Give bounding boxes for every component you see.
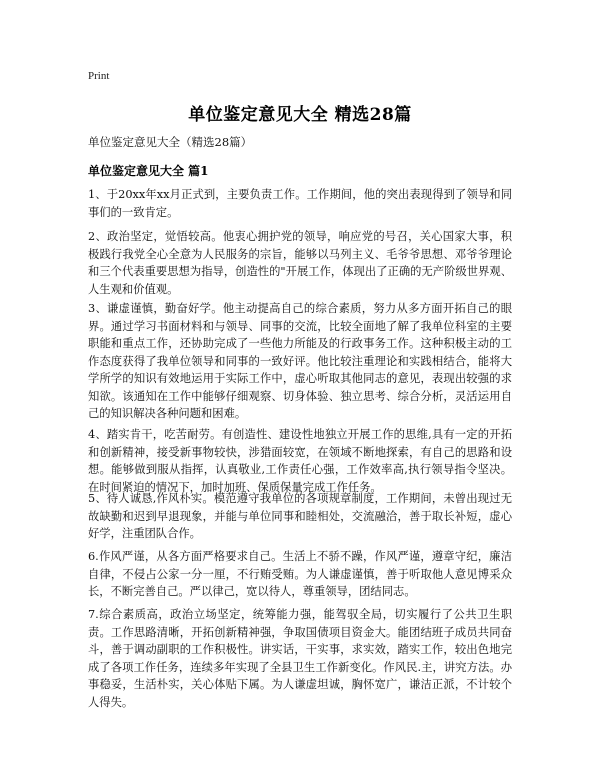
section-heading: 单位鉴定意见大全 篇1 xyxy=(88,164,209,178)
paragraph-7: 7.综合素质高，政治立场坚定，统筹能力强，能驾驭全局，切实履行了公共卫生职责。工作思路清晰，开拓创新精神强，争取国债项目资金大。能团结班子成员共同奋斗，善于调动副职的工作积极性。讲实话，干实事，求实效，踏实工作，较出色地完成了各项工作任务，连续多年实现了全县卫生工作新变化。作风民.主，讲究方法。办事稳妥，生活朴实，关心体贴下属。为人谦虚坦诚，胸怀宽广，谦洁正派，不计较个人得失。 xyxy=(88,608,512,709)
paragraph-4: 4、踏实肯干，吃苦耐劳。有创造性、建设性地独立开展工作的思维,具有一定的开拓和创新精神，接受新事物较快，涉猎面较宽，在领域不断地探索，有自己的思路和设想。能够做到服从指挥，认真敬业,工作责任心强，工作效率高,执行领导指令坚决。在时间紧迫的情况下，加时加班、保质保量完成工作任务。 xyxy=(88,428,512,494)
paragraph-2: 2、政治坚定，觉悟较高。他衷心拥护党的领导，响应党的号召，关心国家大事，积极践行我党全心全意为人民服务的宗旨，能够以马列主义、毛爷爷思想、邓爷爷理论和三个代表重要思想为指导，创造性的"开展工作，体现出了正确的无产阶级世界观、人生观和价值观。 xyxy=(88,230,512,296)
document-subtitle: 单位鉴定意见大全（精选28篇） xyxy=(88,135,253,149)
paragraph-3: 3、谦虚谨慎，勤奋好学。他主动提高自己的综合素质，努力从多方面开拓自己的眼界。通过学习书面材料和与领导、同事的交流，比较全面地了解了我单位科室的主要职能和重点工作，还协助完成了一些他力所能及的行政事务工作。这种积极主动的工作态度获得了我单位领导和同事的一致好评。他比较注重理论和实践相结合，能将大学所学的知识有效地运用于实际工作中，虚心听取其他同志的意见，表现出较强的求知欲。该通知在工作中能够仔细观察、切身体验、独立思考、综合分析，灵活运用自己的知识解决各种问题和困难。 xyxy=(88,302,512,420)
print-link[interactable]: Print xyxy=(88,70,110,82)
paragraph-5: 5、待人诚恳,作风朴实。模范遵守我单位的各项规章制度，工作期间，未曾出现过无故缺勤和迟到早退现象，并能与单位同事和睦相处，交流融洽，善于取长补短，虚心好学，注重团队合作。 xyxy=(88,492,512,540)
page-title: 单位鉴定意见大全 精选28篇 xyxy=(188,105,412,125)
paragraph-1: 1、于20xx年xx月正式到，主要负责工作。工作期间，他的突出表现得到了领导和同事们的一致肯定。 xyxy=(88,188,512,219)
paragraph-6: 6.作风严谨，从各方面严格要求自己。生活上不骄不躁，作风严谨，遵章守纪，廉洁自律，不侵占公家一分一厘，不行贿受贿。为人谦虚谨慎，善于听取他人意见博采众长，不断完善自己。严以律己，宽以待人，尊重领导，团结同志。 xyxy=(88,550,512,598)
